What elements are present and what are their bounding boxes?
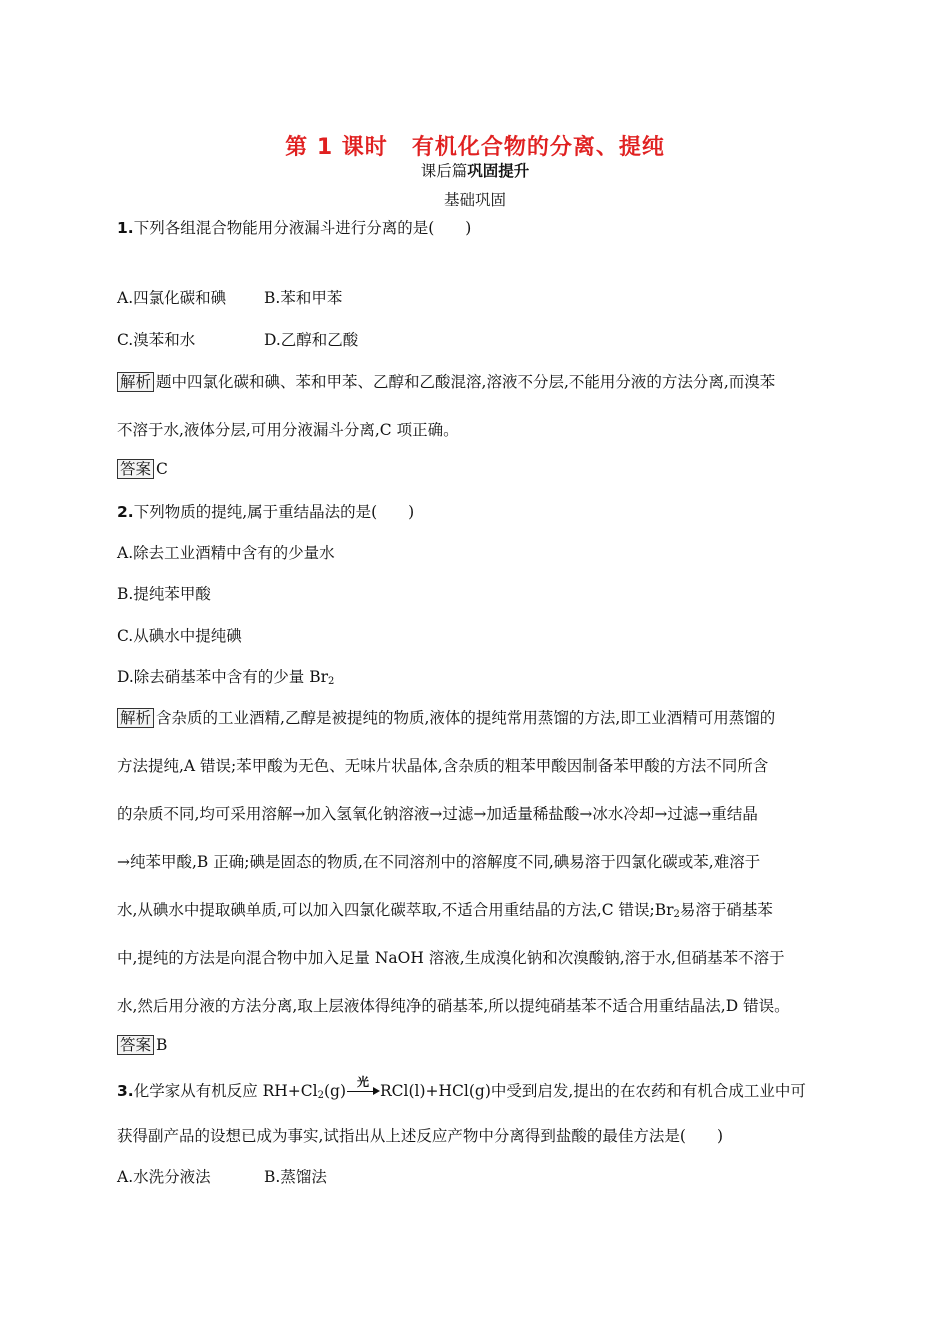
q2-analysis-line3: 的杂质不同,均可采用溶解→加入氢氧化钠溶液→过滤→加适量稀盐酸→冰水冷却→过滤→重结晶 [117,805,758,823]
q1-option-a: A.四氯化碳和碘 [117,289,227,307]
q2-stem [117,501,414,523]
reaction-arrow [346,1075,380,1102]
q3-stem-b: (g) [323,1082,347,1100]
q2-answer [117,1034,167,1056]
q2-analysis-subscript: 2 [673,909,680,920]
q3-options-row1 [117,1166,327,1188]
q2-analysis-line5 [117,899,773,921]
q3-stem-line1 [117,1075,806,1102]
q1-answer-value: C [156,460,168,478]
page-title [0,130,950,161]
q2-analysis-line6: 中,提纯的方法是向混合物中加入足量 NaOH 溶液,生成溴化钠和次溴酸钠,溶于水,但硝基苯不溶于 [117,949,785,967]
section-heading: 基础巩固 [443,191,506,209]
q3-stem-a: 化学家从有机反应 RH+Cl [133,1082,318,1100]
q1-answer [117,458,168,480]
q1-analysis-line2: 不溶于水,液体分层,可用分液漏斗分离,C 项正确。 [117,421,459,439]
title-lesson: 第 1 课时 [285,135,388,160]
q2-option-d [117,666,334,688]
q2-analysis-line7: 水,然后用分液的方法分离,取上层液体得纯净的硝基苯,所以提纯硝基苯不适合用重结晶法,D 错误。 [117,997,790,1015]
page-subtitle [0,159,950,181]
q2-analysis-tag: 解析 [117,708,154,728]
q3-option-a: A.水洗分液法 [117,1168,211,1186]
title-topic: 有机化合物的分离、提纯 [411,135,665,160]
q3-number: 3. [117,1082,134,1100]
q1-option-c: C.溴苯和水 [117,331,196,349]
q1-option-d: D.乙醇和乙酸 [264,331,359,349]
q3-stem-line2: 获得副产品的设想已成为事实,试指出从上述反应产物中分离得到盐酸的最佳方法是( ) [117,1127,724,1145]
q1-stem [117,217,471,239]
q3-stem-c: RCl(l)+HCl(g)中受到启发,提出的在农药和有机合成工业中可 [380,1082,806,1100]
q2-answer-tag: 答案 [117,1035,154,1055]
q2-answer-value: B [156,1036,168,1054]
q1-analysis-line1 [117,371,775,393]
q2-option-a: A.除去工业酒精中含有的少量水 [117,544,335,562]
q2-analysis-line2: 方法提纯,A 错误;苯甲酸为无色、无味片状晶体,含杂质的粗苯甲酸因制备苯甲酸的方法不同所含 [117,757,769,775]
subtitle-bold: 巩固提升 [467,162,530,180]
q1-answer-tag: 答案 [117,459,154,479]
subtitle-prefix: 课后篇 [420,162,468,180]
q1-options-row2 [117,329,359,351]
q2-stem-text: 下列物质的提纯,属于重结晶法的是( ) [133,503,415,521]
q3-stem-subscript: 2 [317,1090,324,1101]
q2-analysis-text5a: 水,从碘水中提取碘单质,可以加入四氯化碳萃取,不适合用重结晶的方法,C 错误;Br [117,901,674,919]
q2-option-d-subscript: 2 [328,676,335,687]
q1-number: 1. [117,219,134,237]
q2-option-c: C.从碘水中提纯碘 [117,627,242,645]
reaction-condition: 光 [357,1075,370,1089]
q1-stem-text: 下列各组混合物能用分液漏斗进行分离的是( ) [133,219,472,237]
q1-analysis-text1: 题中四氯化碳和碘、苯和甲苯、乙醇和乙酸混溶,溶液不分层,不能用分液的方法分离,而溴苯 [156,373,776,391]
q2-analysis-line4: →纯苯甲酸,B 正确;碘是固态的物质,在不同溶剂中的溶解度不同,碘易溶于四氯化碳或苯,难溶于 [117,853,761,871]
q3-option-b: B.蒸馏法 [264,1168,327,1186]
q2-option-b: B.提纯苯甲酸 [117,585,211,603]
q2-number: 2. [117,503,134,521]
q1-option-b: B.苯和甲苯 [264,289,343,307]
q2-analysis-text5b: 易溶于硝基苯 [679,901,773,919]
q2-option-d-text: D.除去硝基苯中含有的少量 Br [117,668,329,686]
q2-analysis-text1: 含杂质的工业酒精,乙醇是被提纯的物质,液体的提纯常用蒸馏的方法,即工业酒精可用蒸馏的 [156,709,776,727]
q1-analysis-tag: 解析 [117,372,154,392]
q2-analysis-line1 [117,707,775,729]
q1-options-row1 [117,287,343,309]
